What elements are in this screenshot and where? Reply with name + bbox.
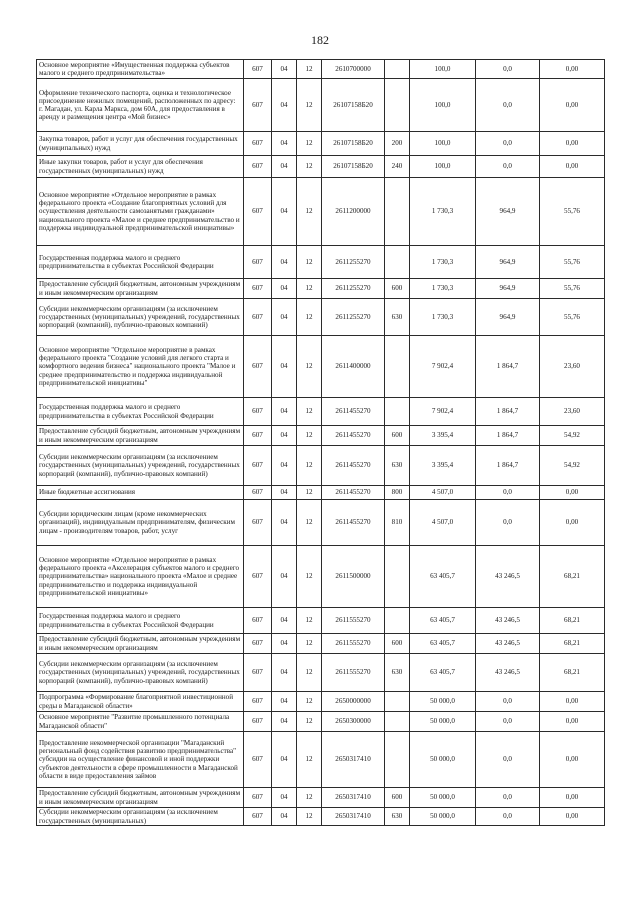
expense-type-cell xyxy=(385,546,410,608)
table-row xyxy=(37,692,605,712)
row-name-cell: Иные бюджетные ассигнования xyxy=(37,486,244,500)
section-code-cell: 04 xyxy=(272,336,297,398)
execution-percent-cell: 0,00 xyxy=(540,60,605,79)
subsection-code-cell: 12 xyxy=(297,732,322,788)
target-article-cell: 2650317410 xyxy=(322,788,385,808)
section-code-cell: 04 xyxy=(272,692,297,712)
section-code-cell: 04 xyxy=(272,486,297,500)
expense-type-cell: 630 xyxy=(385,808,410,826)
subsection-code-cell: 12 xyxy=(297,788,322,808)
execution-percent-cell: 23,60 xyxy=(540,398,605,426)
table-row xyxy=(37,654,605,692)
subsection-code-cell: 12 xyxy=(297,426,322,446)
target-article-cell: 2611255270 xyxy=(322,246,385,279)
section-code-cell: 04 xyxy=(272,246,297,279)
row-name-cell: Предоставление субсидий бюджетным, автономным учреждениям и иным некоммерческим организациям xyxy=(37,279,244,299)
target-article-cell: 2611400000 xyxy=(322,336,385,398)
admin-code-cell: 607 xyxy=(244,634,272,654)
table-row xyxy=(37,336,605,398)
row-name-cell: Предоставление субсидий бюджетным, автономным учреждениям и иным некоммерческим организациям xyxy=(37,634,244,654)
expense-type-cell: 630 xyxy=(385,299,410,336)
expense-type-cell: 600 xyxy=(385,279,410,299)
page-number: 182 xyxy=(311,33,329,47)
execution-percent-cell: 68,21 xyxy=(540,634,605,654)
section-code-cell: 04 xyxy=(272,788,297,808)
admin-code-cell: 607 xyxy=(244,299,272,336)
planned-amount-cell: 50 000,0 xyxy=(410,712,476,732)
expense-type-cell xyxy=(385,178,410,246)
executed-amount-cell: 1 864,7 xyxy=(476,446,540,486)
row-name-cell: Предоставление субсидий бюджетным, автономным учреждениям и иным некоммерческим организациям xyxy=(37,426,244,446)
admin-code-cell: 607 xyxy=(244,246,272,279)
target-article-cell: 2611200000 xyxy=(322,178,385,246)
expense-type-cell: 600 xyxy=(385,788,410,808)
planned-amount-cell: 7 902,4 xyxy=(410,398,476,426)
row-name-cell: Субсидии некоммерческим организациям (за исключением государственных (муниципальных) учреждений, государственных корпораций (компаний), публично-правовых компаний) xyxy=(37,299,244,336)
expense-type-cell xyxy=(385,246,410,279)
row-name-cell: Основное мероприятие «Отдельное мероприятие в рамках федерального проекта «Акселерация субъектов малого и среднего предпринимательства» национального проекта «Малое и среднее предпринимательство и поддержка индивидуальной предпринимательской инициативы» xyxy=(37,546,244,608)
table-row xyxy=(37,178,605,246)
section-code-cell: 04 xyxy=(272,654,297,692)
executed-amount-cell: 0,0 xyxy=(476,132,540,156)
admin-code-cell: 607 xyxy=(244,178,272,246)
planned-amount-cell: 1 730,3 xyxy=(410,299,476,336)
executed-amount-cell: 1 864,7 xyxy=(476,336,540,398)
row-name-cell: Основное мероприятие "Отдельное мероприятие в рамках федерального проекта "Создание условий для легкого старта и комфортного ведения бизнеса" национального проекта "Малое и среднее предпринимательство и поддержка индивидуальной предпринимательской инициативы" xyxy=(37,336,244,398)
expense-type-cell: 600 xyxy=(385,634,410,654)
execution-percent-cell: 68,21 xyxy=(540,608,605,634)
subsection-code-cell: 12 xyxy=(297,246,322,279)
target-article-cell: 2611500000 xyxy=(322,546,385,608)
execution-percent-cell: 0,00 xyxy=(540,712,605,732)
executed-amount-cell: 0,0 xyxy=(476,60,540,79)
admin-code-cell: 607 xyxy=(244,60,272,79)
planned-amount-cell: 4 507,0 xyxy=(410,500,476,546)
table-row xyxy=(37,634,605,654)
table-row xyxy=(37,156,605,178)
execution-percent-cell: 54,92 xyxy=(540,446,605,486)
executed-amount-cell: 43 246,5 xyxy=(476,634,540,654)
table-row xyxy=(37,546,605,608)
section-code-cell: 04 xyxy=(272,608,297,634)
target-article-cell: 2611255270 xyxy=(322,299,385,336)
section-code-cell: 04 xyxy=(272,60,297,79)
table-row xyxy=(37,279,605,299)
admin-code-cell: 607 xyxy=(244,654,272,692)
expense-type-cell xyxy=(385,732,410,788)
execution-percent-cell: 55,76 xyxy=(540,299,605,336)
execution-percent-cell: 0,00 xyxy=(540,692,605,712)
section-code-cell: 04 xyxy=(272,732,297,788)
table-row xyxy=(37,500,605,546)
target-article-cell: 2611455270 xyxy=(322,398,385,426)
execution-percent-cell: 0,00 xyxy=(540,486,605,500)
subsection-code-cell: 12 xyxy=(297,500,322,546)
subsection-code-cell: 12 xyxy=(297,279,322,299)
admin-code-cell: 607 xyxy=(244,712,272,732)
target-article-cell: 2650317410 xyxy=(322,808,385,826)
executed-amount-cell: 0,0 xyxy=(476,692,540,712)
admin-code-cell: 607 xyxy=(244,426,272,446)
execution-percent-cell: 0,00 xyxy=(540,732,605,788)
expense-type-cell xyxy=(385,712,410,732)
section-code-cell: 04 xyxy=(272,178,297,246)
execution-percent-cell: 0,00 xyxy=(540,79,605,132)
expense-type-cell: 630 xyxy=(385,446,410,486)
executed-amount-cell: 0,0 xyxy=(476,788,540,808)
planned-amount-cell: 1 730,3 xyxy=(410,178,476,246)
table-row xyxy=(37,446,605,486)
target-article-cell: 2650300000 xyxy=(322,712,385,732)
executed-amount-cell: 43 246,5 xyxy=(476,546,540,608)
executed-amount-cell: 43 246,5 xyxy=(476,608,540,634)
executed-amount-cell: 0,0 xyxy=(476,79,540,132)
row-name-cell: Государственная поддержка малого и среднего предпринимательства в субъектах Российской Федерации xyxy=(37,246,244,279)
admin-code-cell: 607 xyxy=(244,79,272,132)
row-name-cell: Предоставление субсидий бюджетным, автономным учреждениям и иным некоммерческим организациям xyxy=(37,788,244,808)
subsection-code-cell: 12 xyxy=(297,692,322,712)
expense-type-cell xyxy=(385,336,410,398)
admin-code-cell: 607 xyxy=(244,398,272,426)
executed-amount-cell: 0,0 xyxy=(476,500,540,546)
planned-amount-cell: 50 000,0 xyxy=(410,692,476,712)
executed-amount-cell: 43 246,5 xyxy=(476,654,540,692)
target-article-cell: 2611455270 xyxy=(322,426,385,446)
subsection-code-cell: 12 xyxy=(297,546,322,608)
execution-percent-cell: 55,76 xyxy=(540,279,605,299)
planned-amount-cell: 3 395,4 xyxy=(410,426,476,446)
admin-code-cell: 607 xyxy=(244,446,272,486)
expense-type-cell xyxy=(385,608,410,634)
subsection-code-cell: 12 xyxy=(297,808,322,826)
target-article-cell: 2611455270 xyxy=(322,486,385,500)
row-name-cell: Субсидии некоммерческим организациям (за исключением государственных (муниципальных) учреждений, государственных корпораций (компаний), публично-правовых компаний) xyxy=(37,654,244,692)
row-name-cell: Государственная поддержка малого и среднего предпринимательства в субъектах Российской Федерации xyxy=(37,608,244,634)
planned-amount-cell: 1 730,3 xyxy=(410,279,476,299)
executed-amount-cell: 0,0 xyxy=(476,712,540,732)
table-row xyxy=(37,398,605,426)
execution-percent-cell: 0,00 xyxy=(540,132,605,156)
table-row xyxy=(37,608,605,634)
row-name-cell: Государственная поддержка малого и среднего предпринимательства в субъектах Российской Федерации xyxy=(37,398,244,426)
subsection-code-cell: 12 xyxy=(297,132,322,156)
table-row xyxy=(37,79,605,132)
executed-amount-cell: 964,9 xyxy=(476,279,540,299)
execution-percent-cell: 54,92 xyxy=(540,426,605,446)
subsection-code-cell: 12 xyxy=(297,634,322,654)
admin-code-cell: 607 xyxy=(244,692,272,712)
subsection-code-cell: 12 xyxy=(297,654,322,692)
target-article-cell: 2610700000 xyxy=(322,60,385,79)
planned-amount-cell: 50 000,0 xyxy=(410,788,476,808)
row-name-cell: Оформление технического паспорта, оценка и технологическое присоединение нежилых помещений, расположенных по адресу: г. Магадан, ул. Карла Маркса, дом 60А, для предоставления в аренду и размещения центра «Мой бизнес» xyxy=(37,79,244,132)
row-name-cell: Субсидии некоммерческим организациям (за исключением государственных (муниципальных) xyxy=(37,808,244,826)
row-name-cell: Предоставление некоммерческой организации "Магаданский региональный фонд содействия развитию предпринимательства" субсидии на осуществление финансовой и иной поддержки субъектов деятельности в сфере промышленности в Магаданской области в виде предоставления займов xyxy=(37,732,244,788)
expense-type-cell: 810 xyxy=(385,500,410,546)
execution-percent-cell: 0,00 xyxy=(540,156,605,178)
table-row xyxy=(37,732,605,788)
table-row xyxy=(37,60,605,79)
subsection-code-cell: 12 xyxy=(297,60,322,79)
execution-percent-cell: 0,00 xyxy=(540,500,605,546)
table-body xyxy=(37,60,605,826)
row-name-cell: Субсидии юридическим лицам (кроме некоммерческих организаций), индивидуальным предпринимателям, физическим лицам - производителям товаров, работ, услуг xyxy=(37,500,244,546)
row-name-cell: Закупка товаров, работ и услуг для обеспечения государственных (муниципальных) нужд xyxy=(37,132,244,156)
section-code-cell: 04 xyxy=(272,712,297,732)
execution-percent-cell: 0,00 xyxy=(540,808,605,826)
executed-amount-cell: 964,9 xyxy=(476,246,540,279)
planned-amount-cell: 50 000,0 xyxy=(410,732,476,788)
section-code-cell: 04 xyxy=(272,79,297,132)
planned-amount-cell: 1 730,3 xyxy=(410,246,476,279)
planned-amount-cell: 3 395,4 xyxy=(410,446,476,486)
target-article-cell: 26107158Б20 xyxy=(322,156,385,178)
row-name-cell: Подпрограмма «Формирование благоприятной инвестиционной среды в Магаданской области» xyxy=(37,692,244,712)
subsection-code-cell: 12 xyxy=(297,486,322,500)
admin-code-cell: 607 xyxy=(244,336,272,398)
row-name-cell: Иные закупки товаров, работ и услуг для обеспечения государственных (муниципальных) нужд xyxy=(37,156,244,178)
row-name-cell: Основное мероприятие "Развитие промышленного потенциала Магаданской области" xyxy=(37,712,244,732)
admin-code-cell: 607 xyxy=(244,156,272,178)
planned-amount-cell: 100,0 xyxy=(410,60,476,79)
admin-code-cell: 607 xyxy=(244,500,272,546)
target-article-cell: 2611555270 xyxy=(322,654,385,692)
target-article-cell: 2650000000 xyxy=(322,692,385,712)
planned-amount-cell: 63 405,7 xyxy=(410,634,476,654)
subsection-code-cell: 12 xyxy=(297,398,322,426)
execution-percent-cell: 55,76 xyxy=(540,246,605,279)
table-row xyxy=(37,788,605,808)
admin-code-cell: 607 xyxy=(244,808,272,826)
section-code-cell: 04 xyxy=(272,808,297,826)
planned-amount-cell: 4 507,0 xyxy=(410,486,476,500)
executed-amount-cell: 0,0 xyxy=(476,808,540,826)
section-code-cell: 04 xyxy=(272,426,297,446)
row-name-cell: Субсидии некоммерческим организациям (за исключением государственных (муниципальных) учреждений, государственных корпораций (компаний), публично-правовых компаний) xyxy=(37,446,244,486)
subsection-code-cell: 12 xyxy=(297,79,322,132)
execution-percent-cell: 68,21 xyxy=(540,654,605,692)
target-article-cell: 2650317410 xyxy=(322,732,385,788)
table-row xyxy=(37,426,605,446)
executed-amount-cell: 1 864,7 xyxy=(476,426,540,446)
table-row xyxy=(37,808,605,826)
subsection-code-cell: 12 xyxy=(297,299,322,336)
expense-type-cell: 200 xyxy=(385,132,410,156)
planned-amount-cell: 7 902,4 xyxy=(410,336,476,398)
section-code-cell: 04 xyxy=(272,500,297,546)
section-code-cell: 04 xyxy=(272,132,297,156)
budget-table xyxy=(36,59,605,826)
expense-type-cell xyxy=(385,398,410,426)
admin-code-cell: 607 xyxy=(244,608,272,634)
section-code-cell: 04 xyxy=(272,279,297,299)
admin-code-cell: 607 xyxy=(244,486,272,500)
table-row xyxy=(37,132,605,156)
section-code-cell: 04 xyxy=(272,299,297,336)
table-row xyxy=(37,246,605,279)
table-row xyxy=(37,712,605,732)
subsection-code-cell: 12 xyxy=(297,178,322,246)
admin-code-cell: 607 xyxy=(244,279,272,299)
executed-amount-cell: 964,9 xyxy=(476,178,540,246)
section-code-cell: 04 xyxy=(272,398,297,426)
section-code-cell: 04 xyxy=(272,546,297,608)
section-code-cell: 04 xyxy=(272,634,297,654)
planned-amount-cell: 63 405,7 xyxy=(410,654,476,692)
executed-amount-cell: 0,0 xyxy=(476,156,540,178)
executed-amount-cell: 0,0 xyxy=(476,486,540,500)
admin-code-cell: 607 xyxy=(244,132,272,156)
subsection-code-cell: 12 xyxy=(297,608,322,634)
planned-amount-cell: 100,0 xyxy=(410,156,476,178)
planned-amount-cell: 63 405,7 xyxy=(410,608,476,634)
target-article-cell: 2611555270 xyxy=(322,608,385,634)
section-code-cell: 04 xyxy=(272,446,297,486)
executed-amount-cell: 964,9 xyxy=(476,299,540,336)
subsection-code-cell: 12 xyxy=(297,446,322,486)
executed-amount-cell: 0,0 xyxy=(476,732,540,788)
subsection-code-cell: 12 xyxy=(297,712,322,732)
section-code-cell: 04 xyxy=(272,156,297,178)
target-article-cell: 2611555270 xyxy=(322,634,385,654)
executed-amount-cell: 1 864,7 xyxy=(476,398,540,426)
planned-amount-cell: 63 405,7 xyxy=(410,546,476,608)
expense-type-cell: 800 xyxy=(385,486,410,500)
planned-amount-cell: 50 000,0 xyxy=(410,808,476,826)
row-name-cell: Основное мероприятие «Имущественная поддержка субъектов малого и среднего предпринимательства» xyxy=(37,60,244,79)
execution-percent-cell: 23,60 xyxy=(540,336,605,398)
expense-type-cell xyxy=(385,692,410,712)
execution-percent-cell: 0,00 xyxy=(540,788,605,808)
expense-type-cell xyxy=(385,60,410,79)
target-article-cell: 2611255270 xyxy=(322,279,385,299)
admin-code-cell: 607 xyxy=(244,788,272,808)
target-article-cell: 26107158Б20 xyxy=(322,79,385,132)
expense-type-cell: 240 xyxy=(385,156,410,178)
target-article-cell: 2611455270 xyxy=(322,500,385,546)
admin-code-cell: 607 xyxy=(244,732,272,788)
planned-amount-cell: 100,0 xyxy=(410,132,476,156)
target-article-cell: 2611455270 xyxy=(322,446,385,486)
target-article-cell: 26107158Б20 xyxy=(322,132,385,156)
table-row xyxy=(37,486,605,500)
expense-type-cell xyxy=(385,79,410,132)
subsection-code-cell: 12 xyxy=(297,336,322,398)
row-name-cell: Основное мероприятие «Отдельное мероприятие в рамках федерального проекта «Создание благоприятных условий для осуществления деятельности самозанятыми гражданами» национального проекта «Малое и среднее предпринимательство и поддержка индивидуальной предпринимательской инициативы» xyxy=(37,178,244,246)
expense-type-cell: 600 xyxy=(385,426,410,446)
subsection-code-cell: 12 xyxy=(297,156,322,178)
admin-code-cell: 607 xyxy=(244,546,272,608)
table-row xyxy=(37,299,605,336)
planned-amount-cell: 100,0 xyxy=(410,79,476,132)
execution-percent-cell: 68,21 xyxy=(540,546,605,608)
expense-type-cell: 630 xyxy=(385,654,410,692)
execution-percent-cell: 55,76 xyxy=(540,178,605,246)
